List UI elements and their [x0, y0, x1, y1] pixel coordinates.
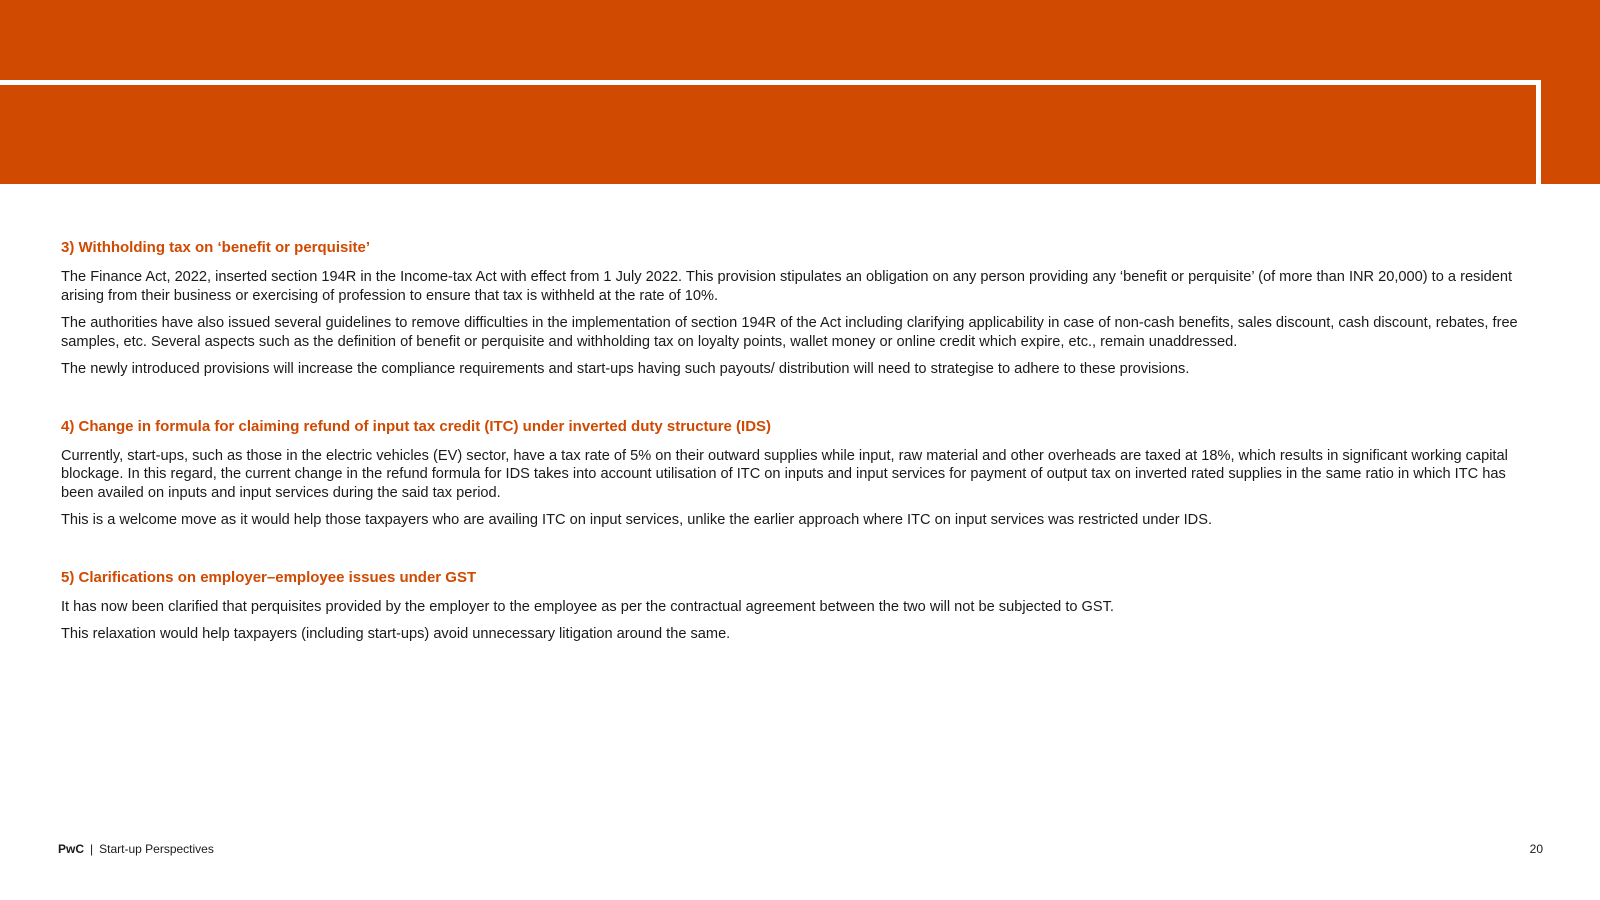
paragraph: The authorities have also issued several guidelines to remove difficulties in the implementation of section 194R of the Act including clarifying applicability in case of non-cash benefits, sales discount, cash discount, rebates, free samples, etc. Several aspects such as the definition of benefit or perquisite and withholding tax on loyalty points, wallet money or online credit which expire, etc., remain unaddressed.	[61, 315, 1518, 350]
paragraph: Currently, start-ups, such as those in the electric vehicles (EV) sector, have a tax rate of 5% on their outward supplies while input, raw material and other overheads are taxed at 18%, which results in significant working capital blockage. In this regard, the current change in the refund formula for IDS takes into account utilisation of ITC on inputs and input services for payment of output tax on inverted rated supplies in the same ratio in which ITC has been availed on inputs and input services during the said tax period.	[61, 447, 1508, 501]
paragraph: The newly introduced provisions will increase the compliance requirements and start-ups having such payouts/ distribution will need to strategise to adhere to these provisions.	[61, 361, 1190, 377]
paragraph: It has now been clarified that perquisites provided by the employer to the employee as per the contractual agreement between the two will not be subjected to GST.	[61, 598, 1114, 615]
section-employer-employee-gst	[61, 568, 1541, 644]
banner-divider-vertical	[1536, 80, 1541, 184]
section-withholding-tax	[61, 238, 1541, 379]
paragraph: This is a welcome move as it would help those taxpayers who are availing ITC on input services, unlike the earlier approach where ITC on input services was restricted under IDS.	[61, 512, 1213, 528]
section-itc-refund-formula	[61, 417, 1541, 530]
footer-separator: |	[90, 842, 94, 856]
paragraph: The Finance Act, 2022, inserted section 194R in the Income-tax Act with effect from 1 July 2022. This provision stipulates an obligation on any person providing any ‘benefit or perquisite’ (of more than INR 20,000) to a resident arising from their business or exercising of profession to ensure that tax is withheld at the rate of 10%.	[61, 269, 1513, 304]
header-banner	[0, 0, 1600, 184]
paragraph: This relaxation would help taxpayers (including start-ups) avoid unnecessary litigation around the same.	[61, 626, 731, 642]
section-heading: 3) Withholding tax on ‘benefit or perquisite’	[61, 239, 371, 256]
footer-brand: PwC	[58, 842, 85, 856]
footer-publication-title: Start-up Perspectives	[99, 842, 214, 856]
section-heading: 5) Clarifications on employer–employee issues under GST	[61, 568, 477, 586]
section-heading: 4) Change in formula for claiming refund of input tax credit (ITC) under inverted duty structure (IDS)	[61, 417, 772, 435]
banner-divider-horizontal	[0, 80, 1541, 85]
main-content	[61, 238, 1541, 682]
footer	[58, 842, 214, 856]
page-number: 20	[1529, 842, 1543, 856]
